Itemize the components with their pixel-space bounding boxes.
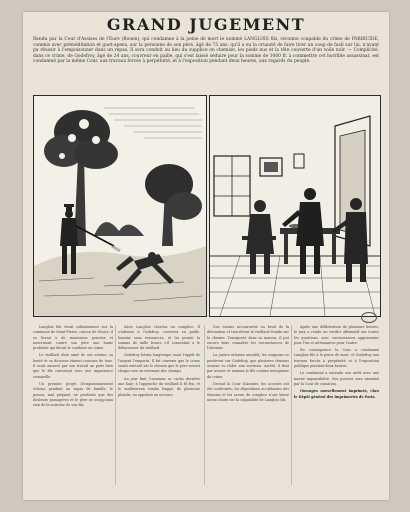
column-divider [291,325,292,485]
paragraph: En conséquence la Cour a condamné Langlois fils à la peine de mort, et Godefroy aux travaux forcés à perpétuité et à l'exposition publique pendant deux heures. [294,348,379,369]
paragraph: Le vieillard était aimé de ses voisins; sa bonté et sa douceur étaient connues de tous. Il avait amassé par son travail un petit bien que le fils convoitait avec une impatience criminelle. [33,353,113,379]
text-column-1 [33,325,113,490]
woodcut-shooting-scene [34,96,206,316]
column-divider [115,325,116,485]
woodcut-illustration-shooting [33,95,207,317]
text-column-3 [207,325,289,490]
document-title: GRAND JUGEMENT [106,15,306,34]
paragraph: Alors Langlois chercha un complice. Il s'adressa à Godefroy, couvreur en paille, homme sans ressources, et lui promit la somme de mille francs s'il consentait à le débarrasser du vieillard. [118,325,200,351]
library-stamp-mark [361,312,377,323]
paragraph: Après une délibération de plusieurs heures, le jury a rendu un verdict affirmatif sur toutes les questions, avec circonstances aggravantes pour l'un et atténuantes pour l'autre. [294,325,379,345]
woodcut-interior-scene [210,96,380,316]
paragraph: Le condamné a entendu son arrêt avec une morne impassibilité. Son pourvoi sera examiné par la Cour de cassation. [294,371,379,386]
paragraph: Godefroy hésita longtemps; mais l'appât de l'argent l'emporta. Il fut convenu que le crime serait exécuté sur le chemin que le père suivait chaque soir en revenant des champs. [118,353,200,374]
text-column-4 [294,325,379,490]
text-column-2 [118,325,200,490]
paragraph: Au jour fixé, l'assassin se cacha derrière une haie; à l'approche du vieillard il fit feu, et le malheureux tomba frappé de plusieurs plombs, en appelant au secours. [118,376,200,397]
paragraph: Devant la Cour d'Assises, les accusés ont été confrontés; les dépositions accablantes des témoins et les aveux du complice n'ont laissé aucun doute sur la culpabilité de Langlois fils. [207,381,289,402]
broadside-sheet [23,12,389,500]
intro-paragraph: Rendu par la Cour d'Assises de l'Eure (Rouen), qui condamne à la peine de mort le nommé LANGLOIS fils, reconnu coupable du crime de PARRICIDE, commis avec préméditation et guet-apens, sur la personne de son père, âgé de 75 ans, qu'il a eu la cruauté de faire tirer un coup de fusil sur lui, n'ayant pu réussir à l'empoisonner dans un repas. Il sera conduit au lieu du supplice en chemise, les pieds nus et la tête couverte d'un voile noir. — Complicité, dans ce crime, de Godefroy, âgé de 24 ans, couvreur en paille, qui s'est laissé séduire pour la somme de 1000 fr. à commettre cet horrible assassinat, est condamné par la même Cour, aux travaux forcés à perpétuité, et à l'exposition pendant deux heures, aux regards du peuple. [33,37,379,65]
woodcut-illustration-interior [209,95,381,317]
paragraph: Un premier projet d'empoisonnement échoua pendant un repas de famille; le poison, mal préparé, ne produisit que des douleurs passagères et le père ne soupçonna rien de la noirceur de son fils. [33,381,113,408]
paragraph: Des voisins accoururent au bruit de la détonation et trouvèrent le vieillard étendu sur le chemin. Transporté dans sa maison, il put encore faire connaître les circonstances de l'attentat. [207,325,289,351]
printer-notice: Ouvrages nouvellement imprimés, chez le Dépôt général des Imprimeries de Paris. [294,389,379,399]
paragraph: La justice informa aussitôt; les soupçons se portèrent sur Godefroy, que plusieurs témoins avaient vu rôder aux environs. Arrêté, il finit par avouer et nomma le fils comme instigateur du crime. [207,353,289,379]
paragraph: Langlois fils vivait solitairement sur la commune de Saint-Pierre, canton de Gisors; il se livrait à de mauvaises pensées et nourrissait contre son père une haine profonde qui devait le conduire au crime. [33,325,113,351]
column-divider [204,325,205,485]
